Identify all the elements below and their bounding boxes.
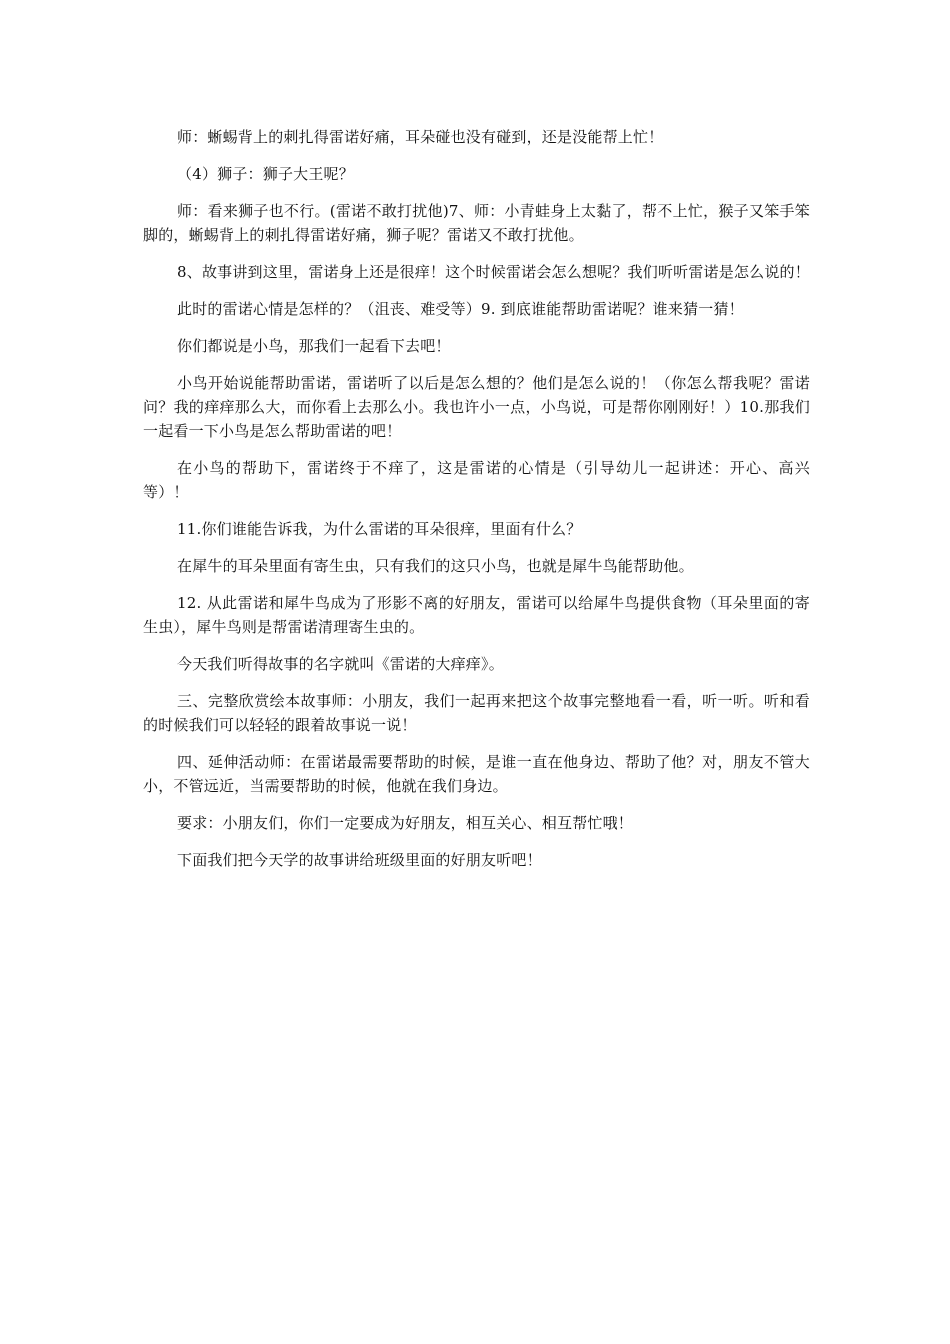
paragraph-10: 在犀牛的耳朵里面有寄生虫，只有我们的这只小鸟，也就是犀牛鸟能帮助他。 (177, 557, 694, 575)
paragraph-8: 在小鸟的帮助下，雷诺终于不痒了，这是雷诺的心情是（引导幼儿一起讲述：开心、高兴等）！ (143, 459, 810, 501)
paragraph-9: 11.你们谁能告诉我，为什么雷诺的耳朵很痒，里面有什么？ (177, 520, 582, 538)
paragraph-13: 三、完整欣赏绘本故事师：小朋友，我们一起再来把这个故事完整地看一看，听一听。听和看的时候我们可以轻轻的跟着故事说一说！ (143, 692, 810, 734)
paragraph-2: （4）狮子：狮子大王呢？ (177, 165, 354, 183)
paragraph-7: 小鸟开始说能帮助雷诺，雷诺听了以后是怎么想的？他们是怎么说的！（你怎么帮我呢？雷诺问？我的痒痒那么大，而你看上去那么小。我也许小一点，小鸟说，可是帮你刚刚好！）10.那我们一起看一下小鸟是怎么帮助雷诺的吧！ (143, 374, 810, 440)
document-body (143, 125, 810, 885)
paragraph-4: 8、故事讲到这里，雷诺身上还是很痒！这个时候雷诺会怎么想呢？我们听听雷诺是怎么说的！ (177, 263, 810, 281)
paragraph-16: 下面我们把今天学的故事讲给班级里面的好朋友听吧！ (177, 851, 542, 869)
paragraph-1: 师：蜥蜴背上的刺扎得雷诺好痛，耳朵碰也没有碰到，还是没能帮上忙！ (177, 128, 664, 146)
paragraph-11: 12. 从此雷诺和犀牛鸟成为了形影不离的好朋友，雷诺可以给犀牛鸟提供食物（耳朵里面的寄生虫），犀牛鸟则是帮雷诺清理寄生虫的。 (143, 594, 810, 636)
paragraph-14: 四、延伸活动师：在雷诺最需要帮助的时候，是谁一直在他身边、帮助了他？对，朋友不管大小，不管远近，当需要帮助的时候，他就在我们身边。 (143, 753, 810, 795)
paragraph-15: 要求：小朋友们，你们一定要成为好朋友，相互关心、相互帮忙哦！ (177, 814, 634, 832)
paragraph-5: 此时的雷诺心情是怎样的？（沮丧、难受等）9. 到底谁能帮助雷诺呢？谁来猜一猜！ (177, 300, 744, 318)
paragraph-6: 你们都说是小鸟，那我们一起看下去吧！ (177, 337, 451, 355)
paragraph-3: 师：看来狮子也不行。(雷诺不敢打扰他)7、师：小青蛙身上太黏了，帮不上忙，猴子又笨手笨脚的，蜥蜴背上的刺扎得雷诺好痛，狮子呢？雷诺又不敢打扰他。 (143, 202, 810, 244)
paragraph-12: 今天我们听得故事的名字就叫《雷诺的大痒痒》。 (177, 655, 504, 673)
